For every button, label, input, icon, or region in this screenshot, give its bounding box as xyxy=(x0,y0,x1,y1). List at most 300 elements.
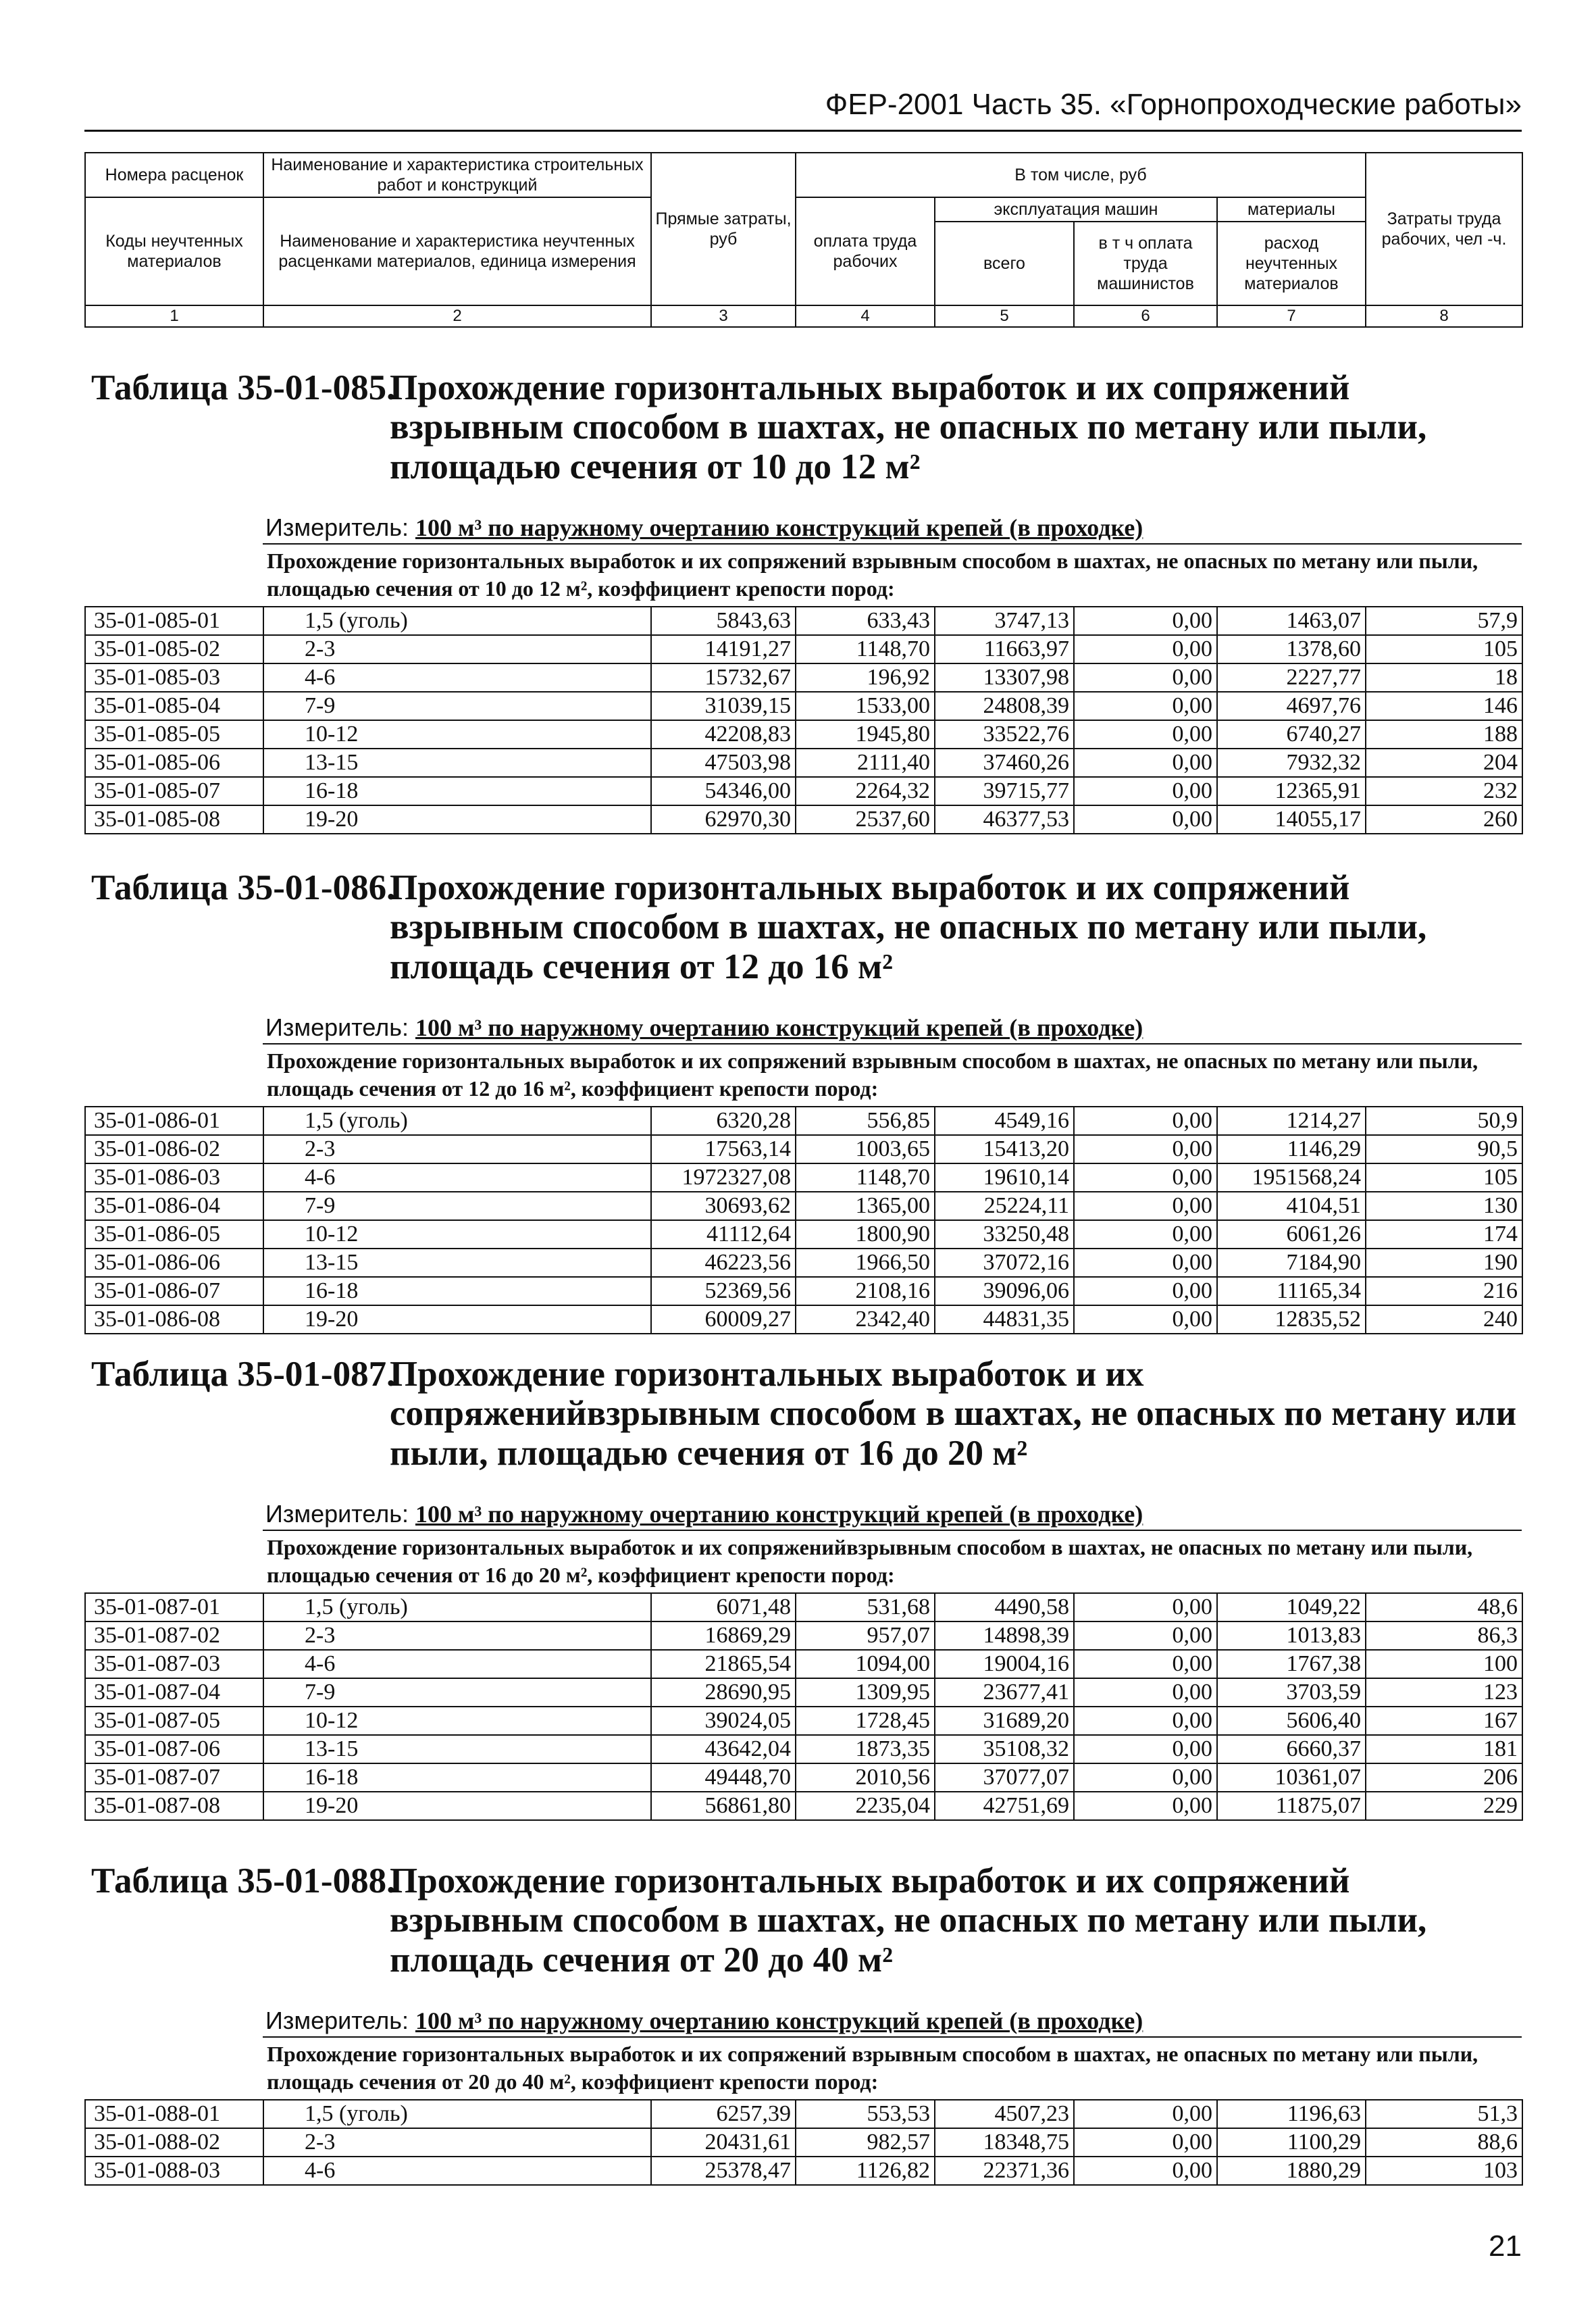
machinist-wages-cell: 0,00 xyxy=(1074,1593,1217,1621)
rate-code-cell: 35-01-087-06 xyxy=(85,1735,263,1763)
unit-value: 100 м³ по наружному очертанию конструкций крепей (в проходке) xyxy=(415,513,1143,541)
labor-costs-cell: 88,6 xyxy=(1366,2128,1522,2157)
table-row xyxy=(85,1707,1522,1735)
machinist-wages-cell: 0,00 xyxy=(1074,1707,1217,1735)
machines-total-cell: 39096,06 xyxy=(935,1277,1074,1305)
rock-hardness-cell: 10-12 xyxy=(263,720,651,749)
labor-costs-cell: 188 xyxy=(1366,720,1522,749)
machines-total-cell: 3747,13 xyxy=(935,607,1074,635)
materials-cell: 5606,40 xyxy=(1217,1707,1366,1735)
machines-total-cell: 13307,98 xyxy=(935,663,1074,692)
rate-code-cell: 35-01-085-05 xyxy=(85,720,263,749)
col-number: 8 xyxy=(1366,305,1522,327)
unit-of-measure xyxy=(265,513,1522,542)
materials-cell: 11165,34 xyxy=(1217,1277,1366,1305)
table-title xyxy=(84,1355,1522,1473)
machines-total-cell: 33250,48 xyxy=(935,1220,1074,1249)
machinist-wages-cell: 0,00 xyxy=(1074,805,1217,834)
table-row xyxy=(85,2128,1522,2157)
labor-costs-cell: 123 xyxy=(1366,1678,1522,1707)
materials-cell: 14055,17 xyxy=(1217,805,1366,834)
table-title xyxy=(84,1861,1522,1980)
labor-costs-cell: 48,6 xyxy=(1366,1593,1522,1621)
materials-cell: 7184,90 xyxy=(1217,1249,1366,1277)
rates-table xyxy=(84,606,1523,834)
table-name: Прохождение горизонтальных выработок и их сопряжений взрывным способом в шахтах, не опасных по метану или пыли, площадью сечения от 10 до 12 м² xyxy=(390,368,1427,486)
machines-total-cell: 39715,77 xyxy=(935,777,1074,805)
rate-code-cell: 35-01-085-08 xyxy=(85,805,263,834)
wages-cell: 1873,35 xyxy=(796,1735,935,1763)
direct-costs-cell: 47503,98 xyxy=(651,749,796,777)
column-header-table xyxy=(84,152,1523,328)
col-number: 2 xyxy=(263,305,651,327)
direct-costs-cell: 56861,80 xyxy=(651,1792,796,1820)
wages-cell: 2537,60 xyxy=(796,805,935,834)
direct-costs-cell: 6320,28 xyxy=(651,1107,796,1135)
rock-hardness-cell: 1,5 (уголь) xyxy=(263,2100,651,2128)
wages-cell: 1003,65 xyxy=(796,1135,935,1163)
rock-hardness-cell: 2-3 xyxy=(263,2128,651,2157)
labor-costs-cell: 167 xyxy=(1366,1707,1522,1735)
table-row xyxy=(85,1763,1522,1792)
wages-cell: 2235,04 xyxy=(796,1792,935,1820)
table-row xyxy=(85,777,1522,805)
rate-code-cell: 35-01-088-01 xyxy=(85,2100,263,2128)
col-number: 7 xyxy=(1217,305,1366,327)
table-row xyxy=(85,720,1522,749)
machines-total-cell: 18348,75 xyxy=(935,2128,1074,2157)
direct-costs-cell: 31039,15 xyxy=(651,692,796,720)
table-row xyxy=(85,749,1522,777)
rate-table-block xyxy=(84,368,1522,834)
unit-label: Измеритель: xyxy=(265,2006,409,2034)
direct-costs-cell: 30693,62 xyxy=(651,1192,796,1220)
table-number: Таблица 35-01-088. xyxy=(91,1861,396,1901)
rate-code-cell: 35-01-085-06 xyxy=(85,749,263,777)
table-name: Прохождение горизонтальных выработок и их сопряжений взрывным способом в шахтах, не опасных по метану или пыли, площадь сечения от 12 до 16 м² xyxy=(390,868,1427,986)
machinist-wages-cell: 0,00 xyxy=(1074,1678,1217,1707)
materials-cell: 4697,76 xyxy=(1217,692,1366,720)
materials-cell: 12365,91 xyxy=(1217,777,1366,805)
wages-cell: 2342,40 xyxy=(796,1305,935,1334)
table-row xyxy=(85,1650,1522,1678)
col-rates-number-header: Номера расценок xyxy=(85,153,263,197)
direct-costs-cell: 39024,05 xyxy=(651,1707,796,1735)
machines-total-cell: 23677,41 xyxy=(935,1678,1074,1707)
rate-table-block xyxy=(84,1355,1522,1821)
col-machines-header: эксплуатация машин xyxy=(935,197,1217,222)
machines-total-cell: 24808,39 xyxy=(935,692,1074,720)
machinist-wages-cell: 0,00 xyxy=(1074,1192,1217,1220)
col-number: 5 xyxy=(935,305,1074,327)
labor-costs-cell: 206 xyxy=(1366,1763,1522,1792)
wages-cell: 1126,82 xyxy=(796,2157,935,2185)
table-row xyxy=(85,1678,1522,1707)
col-machinist-wages-header: в т ч оплата труда машинистов xyxy=(1074,222,1217,305)
table-row xyxy=(85,635,1522,663)
rock-hardness-cell: 4-6 xyxy=(263,1163,651,1192)
direct-costs-cell: 62970,30 xyxy=(651,805,796,834)
wages-cell: 556,85 xyxy=(796,1107,935,1135)
machinist-wages-cell: 0,00 xyxy=(1074,1650,1217,1678)
direct-costs-cell: 46223,56 xyxy=(651,1249,796,1277)
wages-cell: 2264,32 xyxy=(796,777,935,805)
table-row xyxy=(85,692,1522,720)
wages-cell: 1800,90 xyxy=(796,1220,935,1249)
table-row xyxy=(85,607,1522,635)
col-including-group-header: В том числе, руб xyxy=(796,153,1366,197)
table-row xyxy=(85,1305,1522,1334)
labor-costs-cell: 232 xyxy=(1366,777,1522,805)
wages-cell: 2010,56 xyxy=(796,1763,935,1792)
rate-code-cell: 35-01-086-04 xyxy=(85,1192,263,1220)
table-name: Прохождение горизонтальных выработок и их сопряжений взрывным способом в шахтах, не опасных по метану или пыли, площадь сечения от 20 до 40 м² xyxy=(390,1861,1427,1980)
labor-costs-cell: 216 xyxy=(1366,1277,1522,1305)
rock-hardness-cell: 16-18 xyxy=(263,1277,651,1305)
machinist-wages-cell: 0,00 xyxy=(1074,607,1217,635)
unit-label: Измеритель: xyxy=(265,513,409,541)
machines-total-cell: 42751,69 xyxy=(935,1792,1074,1820)
rock-hardness-cell: 7-9 xyxy=(263,1192,651,1220)
materials-cell: 1214,27 xyxy=(1217,1107,1366,1135)
unit-label: Измеритель: xyxy=(265,1499,409,1528)
table-row xyxy=(85,663,1522,692)
labor-costs-cell: 204 xyxy=(1366,749,1522,777)
wages-cell: 1148,70 xyxy=(796,635,935,663)
machinist-wages-cell: 0,00 xyxy=(1074,720,1217,749)
rate-code-cell: 35-01-085-03 xyxy=(85,663,263,692)
unit-value: 100 м³ по наружному очертанию конструкций крепей (в проходке) xyxy=(415,1013,1143,1041)
machinist-wages-cell: 0,00 xyxy=(1074,2128,1217,2157)
labor-costs-cell: 51,3 xyxy=(1366,2100,1522,2128)
wages-cell: 957,07 xyxy=(796,1621,935,1650)
labor-costs-cell: 18 xyxy=(1366,663,1522,692)
wages-cell: 196,92 xyxy=(796,663,935,692)
labor-costs-cell: 229 xyxy=(1366,1792,1522,1820)
machinist-wages-cell: 0,00 xyxy=(1074,1792,1217,1820)
table-row xyxy=(85,1277,1522,1305)
rate-code-cell: 35-01-086-01 xyxy=(85,1107,263,1135)
col-materials-header: материалы xyxy=(1217,197,1366,222)
machines-total-cell: 19610,14 xyxy=(935,1163,1074,1192)
materials-cell: 10361,07 xyxy=(1217,1763,1366,1792)
materials-cell: 6061,26 xyxy=(1217,1220,1366,1249)
rate-code-cell: 35-01-086-03 xyxy=(85,1163,263,1192)
section-note: Прохождение горизонтальных выработок и их сопряжений взрывным способом в шахтах, не опасных по метану или пыли, площадь сечения от 20 до 40 м², коэффициент крепости пород: xyxy=(263,2036,1522,2099)
table-row xyxy=(85,1621,1522,1650)
machines-total-cell: 25224,11 xyxy=(935,1192,1074,1220)
wages-cell: 633,43 xyxy=(796,607,935,635)
materials-cell: 1880,29 xyxy=(1217,2157,1366,2185)
col-wages-header: оплата труда рабочих xyxy=(796,197,935,305)
direct-costs-cell: 28690,95 xyxy=(651,1678,796,1707)
rock-hardness-cell: 7-9 xyxy=(263,1678,651,1707)
materials-cell: 6660,37 xyxy=(1217,1735,1366,1763)
col-labor-costs-header: Затраты труда рабочих, чел -ч. xyxy=(1366,153,1522,305)
machinist-wages-cell: 0,00 xyxy=(1074,1763,1217,1792)
rock-hardness-cell: 2-3 xyxy=(263,635,651,663)
direct-costs-cell: 6071,48 xyxy=(651,1593,796,1621)
direct-costs-cell: 42208,83 xyxy=(651,720,796,749)
direct-costs-cell: 60009,27 xyxy=(651,1305,796,1334)
rate-code-cell: 35-01-087-05 xyxy=(85,1707,263,1735)
machinist-wages-cell: 0,00 xyxy=(1074,749,1217,777)
unit-of-measure xyxy=(265,1500,1522,1528)
machinist-wages-cell: 0,00 xyxy=(1074,2100,1217,2128)
rates-table xyxy=(84,2099,1523,2186)
rate-code-cell: 35-01-088-02 xyxy=(85,2128,263,2157)
col-number: 3 xyxy=(651,305,796,327)
rate-table-block xyxy=(84,868,1522,1334)
rock-hardness-cell: 10-12 xyxy=(263,1220,651,1249)
wages-cell: 1309,95 xyxy=(796,1678,935,1707)
machinist-wages-cell: 0,00 xyxy=(1074,1163,1217,1192)
unit-of-measure xyxy=(265,1013,1522,1042)
wages-cell: 1365,00 xyxy=(796,1192,935,1220)
rock-hardness-cell: 4-6 xyxy=(263,2157,651,2185)
machines-total-cell: 35108,32 xyxy=(935,1735,1074,1763)
machinist-wages-cell: 0,00 xyxy=(1074,692,1217,720)
materials-cell: 4104,51 xyxy=(1217,1192,1366,1220)
machinist-wages-cell: 0,00 xyxy=(1074,1277,1217,1305)
machinist-wages-cell: 0,00 xyxy=(1074,1621,1217,1650)
materials-cell: 11875,07 xyxy=(1217,1792,1366,1820)
table-row xyxy=(85,1249,1522,1277)
labor-costs-cell: 103 xyxy=(1366,2157,1522,2185)
rock-hardness-cell: 13-15 xyxy=(263,1735,651,1763)
labor-costs-cell: 260 xyxy=(1366,805,1522,834)
materials-cell: 1146,29 xyxy=(1217,1135,1366,1163)
machines-total-cell: 37460,26 xyxy=(935,749,1074,777)
table-row xyxy=(85,1163,1522,1192)
labor-costs-cell: 190 xyxy=(1366,1249,1522,1277)
labor-costs-cell: 90,5 xyxy=(1366,1135,1522,1163)
rate-code-cell: 35-01-087-07 xyxy=(85,1763,263,1792)
labor-costs-cell: 86,3 xyxy=(1366,1621,1522,1650)
direct-costs-cell: 5843,63 xyxy=(651,607,796,635)
materials-cell: 1013,83 xyxy=(1217,1621,1366,1650)
table-row xyxy=(85,2100,1522,2128)
machines-total-cell: 37072,16 xyxy=(935,1249,1074,1277)
direct-costs-cell: 25378,47 xyxy=(651,2157,796,2185)
page-header: ФЕР-2001 Часть 35. «Горнопроходческие работы» xyxy=(84,88,1522,132)
rock-hardness-cell: 19-20 xyxy=(263,1305,651,1334)
wages-cell: 1148,70 xyxy=(796,1163,935,1192)
direct-costs-cell: 21865,54 xyxy=(651,1650,796,1678)
materials-cell: 1049,22 xyxy=(1217,1593,1366,1621)
table-row xyxy=(85,1107,1522,1135)
section-note: Прохождение горизонтальных выработок и их сопряжений взрывным способом в шахтах, не опасных по метану или пыли, площадью сечения от 10 до 12 м², коэффициент крепости пород: xyxy=(263,543,1522,606)
labor-costs-cell: 130 xyxy=(1366,1192,1522,1220)
rock-hardness-cell: 1,5 (уголь) xyxy=(263,607,651,635)
materials-cell: 1951568,24 xyxy=(1217,1163,1366,1192)
machines-total-cell: 31689,20 xyxy=(935,1707,1074,1735)
table-row xyxy=(85,2157,1522,2185)
machines-total-cell: 44831,35 xyxy=(935,1305,1074,1334)
wages-cell: 1945,80 xyxy=(796,720,935,749)
rates-table xyxy=(84,1592,1523,1821)
machines-total-cell: 46377,53 xyxy=(935,805,1074,834)
col-number: 6 xyxy=(1074,305,1217,327)
direct-costs-cell: 52369,56 xyxy=(651,1277,796,1305)
col-machines-total-header: всего xyxy=(935,222,1074,305)
materials-cell: 1378,60 xyxy=(1217,635,1366,663)
wages-cell: 2111,40 xyxy=(796,749,935,777)
labor-costs-cell: 240 xyxy=(1366,1305,1522,1334)
col-material-name-header: Наименование и характеристика неучтенных расценками материалов, единица измерения xyxy=(263,197,651,305)
rate-code-cell: 35-01-087-01 xyxy=(85,1593,263,1621)
table-row xyxy=(85,1220,1522,1249)
machines-total-cell: 4507,23 xyxy=(935,2100,1074,2128)
direct-costs-cell: 20431,61 xyxy=(651,2128,796,2157)
rate-code-cell: 35-01-085-07 xyxy=(85,777,263,805)
wages-cell: 2108,16 xyxy=(796,1277,935,1305)
machinist-wages-cell: 0,00 xyxy=(1074,1305,1217,1334)
unit-label: Измеритель: xyxy=(265,1013,409,1041)
rock-hardness-cell: 16-18 xyxy=(263,777,651,805)
rate-code-cell: 35-01-086-06 xyxy=(85,1249,263,1277)
unit-of-measure xyxy=(265,2007,1522,2035)
rock-hardness-cell: 4-6 xyxy=(263,663,651,692)
rock-hardness-cell: 2-3 xyxy=(263,1135,651,1163)
direct-costs-cell: 54346,00 xyxy=(651,777,796,805)
page-number: 21 xyxy=(1489,2230,1522,2263)
rock-hardness-cell: 16-18 xyxy=(263,1763,651,1792)
direct-costs-cell: 17563,14 xyxy=(651,1135,796,1163)
materials-cell: 6740,27 xyxy=(1217,720,1366,749)
machinist-wages-cell: 0,00 xyxy=(1074,663,1217,692)
section-note: Прохождение горизонтальных выработок и их сопряжений взрывным способом в шахтах, не опасных по метану или пыли, площадь сечения от 12 до 16 м², коэффициент крепости пород: xyxy=(263,1043,1522,1106)
labor-costs-cell: 100 xyxy=(1366,1650,1522,1678)
labor-costs-cell: 57,9 xyxy=(1366,607,1522,635)
machinist-wages-cell: 0,00 xyxy=(1074,1107,1217,1135)
wages-cell: 1094,00 xyxy=(796,1650,935,1678)
machines-total-cell: 4490,58 xyxy=(935,1593,1074,1621)
machinist-wages-cell: 0,00 xyxy=(1074,1220,1217,1249)
table-number: Таблица 35-01-087. xyxy=(91,1355,396,1394)
rate-code-cell: 35-01-087-03 xyxy=(85,1650,263,1678)
labor-costs-cell: 105 xyxy=(1366,1163,1522,1192)
rate-code-cell: 35-01-087-08 xyxy=(85,1792,263,1820)
labor-costs-cell: 50,9 xyxy=(1366,1107,1522,1135)
materials-cell: 3703,59 xyxy=(1217,1678,1366,1707)
machines-total-cell: 22371,36 xyxy=(935,2157,1074,2185)
machinist-wages-cell: 0,00 xyxy=(1074,1249,1217,1277)
rock-hardness-cell: 4-6 xyxy=(263,1650,651,1678)
table-title xyxy=(84,368,1522,486)
rock-hardness-cell: 10-12 xyxy=(263,1707,651,1735)
wages-cell: 1728,45 xyxy=(796,1707,935,1735)
table-row xyxy=(85,1192,1522,1220)
direct-costs-cell: 15732,67 xyxy=(651,663,796,692)
rate-code-cell: 35-01-086-08 xyxy=(85,1305,263,1334)
materials-cell: 1463,07 xyxy=(1217,607,1366,635)
materials-cell: 1767,38 xyxy=(1217,1650,1366,1678)
rock-hardness-cell: 19-20 xyxy=(263,1792,651,1820)
rate-table-block xyxy=(84,1861,1522,2186)
table-row xyxy=(85,805,1522,834)
rate-code-cell: 35-01-086-07 xyxy=(85,1277,263,1305)
labor-costs-cell: 181 xyxy=(1366,1735,1522,1763)
col-number: 4 xyxy=(796,305,935,327)
rock-hardness-cell: 19-20 xyxy=(263,805,651,834)
wages-cell: 1966,50 xyxy=(796,1249,935,1277)
rock-hardness-cell: 1,5 (уголь) xyxy=(263,1107,651,1135)
rate-code-cell: 35-01-087-04 xyxy=(85,1678,263,1707)
section-note: Прохождение горизонтальных выработок и их сопряженийвзрывным способом в шахтах, не опасных по метану или пыли, площадью сечения от 16 до 20 м², коэффициент крепости пород: xyxy=(263,1530,1522,1592)
col-material-codes-header: Коды неучтенных материалов xyxy=(85,197,263,305)
machinist-wages-cell: 0,00 xyxy=(1074,635,1217,663)
materials-cell: 1196,63 xyxy=(1217,2100,1366,2128)
machines-total-cell: 15413,20 xyxy=(935,1135,1074,1163)
rock-hardness-cell: 7-9 xyxy=(263,692,651,720)
rock-hardness-cell: 1,5 (уголь) xyxy=(263,1593,651,1621)
materials-cell: 1100,29 xyxy=(1217,2128,1366,2157)
table-row xyxy=(85,1593,1522,1621)
machines-total-cell: 33522,76 xyxy=(935,720,1074,749)
table-row xyxy=(85,1135,1522,1163)
rate-code-cell: 35-01-088-03 xyxy=(85,2157,263,2185)
materials-cell: 7932,32 xyxy=(1217,749,1366,777)
rate-code-cell: 35-01-087-02 xyxy=(85,1621,263,1650)
wages-cell: 982,57 xyxy=(796,2128,935,2157)
rate-code-cell: 35-01-085-04 xyxy=(85,692,263,720)
machines-total-cell: 11663,97 xyxy=(935,635,1074,663)
machines-total-cell: 14898,39 xyxy=(935,1621,1074,1650)
unit-value: 100 м³ по наружному очертанию конструкций крепей (в проходке) xyxy=(415,1500,1143,1528)
col-materials-consumption-header: расход неучтенных материалов xyxy=(1217,222,1366,305)
table-row xyxy=(85,1792,1522,1820)
labor-costs-cell: 105 xyxy=(1366,635,1522,663)
machinist-wages-cell: 0,00 xyxy=(1074,2157,1217,2185)
machines-total-cell: 37077,07 xyxy=(935,1763,1074,1792)
wages-cell: 553,53 xyxy=(796,2100,935,2128)
wages-cell: 1533,00 xyxy=(796,692,935,720)
col-number: 1 xyxy=(85,305,263,327)
table-row xyxy=(85,1735,1522,1763)
direct-costs-cell: 1972327,08 xyxy=(651,1163,796,1192)
table-name: Прохождение горизонтальных выработок и их сопряженийвзрывным способом в шахтах, не опасных по метану или пыли, площадью сечения от 16 до 20 м² xyxy=(390,1355,1517,1473)
direct-costs-cell: 49448,70 xyxy=(651,1763,796,1792)
rock-hardness-cell: 2-3 xyxy=(263,1621,651,1650)
rate-code-cell: 35-01-086-02 xyxy=(85,1135,263,1163)
table-title xyxy=(84,868,1522,986)
materials-cell: 2227,77 xyxy=(1217,663,1366,692)
rate-code-cell: 35-01-086-05 xyxy=(85,1220,263,1249)
rock-hardness-cell: 13-15 xyxy=(263,749,651,777)
col-direct-costs-header: Прямые затраты, руб xyxy=(651,153,796,305)
machinist-wages-cell: 0,00 xyxy=(1074,777,1217,805)
table-number: Таблица 35-01-085. xyxy=(91,368,396,407)
materials-cell: 12835,52 xyxy=(1217,1305,1366,1334)
col-work-name-header: Наименование и характеристика строительных работ и конструкций xyxy=(263,153,651,197)
rate-code-cell: 35-01-085-01 xyxy=(85,607,263,635)
rate-code-cell: 35-01-085-02 xyxy=(85,635,263,663)
wages-cell: 531,68 xyxy=(796,1593,935,1621)
machines-total-cell: 19004,16 xyxy=(935,1650,1074,1678)
rates-table xyxy=(84,1106,1523,1334)
unit-value: 100 м³ по наружному очертанию конструкций крепей (в проходке) xyxy=(415,2007,1143,2034)
table-number: Таблица 35-01-086. xyxy=(91,868,396,907)
direct-costs-cell: 43642,04 xyxy=(651,1735,796,1763)
machinist-wages-cell: 0,00 xyxy=(1074,1735,1217,1763)
direct-costs-cell: 14191,27 xyxy=(651,635,796,663)
direct-costs-cell: 16869,29 xyxy=(651,1621,796,1650)
machines-total-cell: 4549,16 xyxy=(935,1107,1074,1135)
machinist-wages-cell: 0,00 xyxy=(1074,1135,1217,1163)
labor-costs-cell: 174 xyxy=(1366,1220,1522,1249)
direct-costs-cell: 41112,64 xyxy=(651,1220,796,1249)
